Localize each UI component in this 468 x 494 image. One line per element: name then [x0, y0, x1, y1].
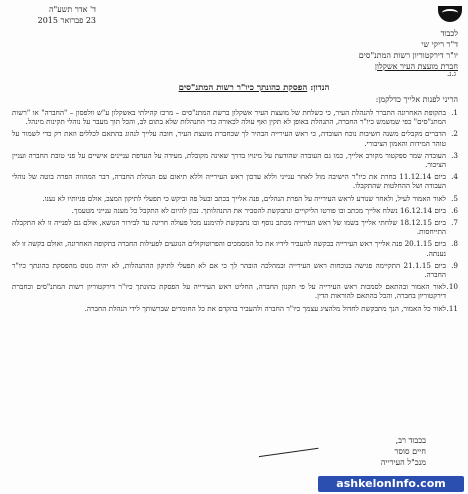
numbered-paragraph: [12, 218, 458, 236]
paragraph-number: 4.: [451, 172, 458, 182]
paragraph-text: ביום 21.1.15 התקיימה פגישה בנוכחות ראש העירייה ובמהלכה הובהר לך כי אם לא תפעלי לתיקון ההתנהלות, לא יהיה מנוס מהפסקת כהונתך כיו"ר החברה.: [12, 260, 446, 280]
numbered-paragraph: [12, 172, 458, 190]
handwritten-signature: [258, 438, 319, 457]
paragraph-text: ביום 20.1.15 פנה אלייך ראש העירייה בבקשה להעביר לידיו את כל המסמכים והפרוטוקולים הנוגעים לפעילות החברה בתקופה האחרונה, ואולם בקשה זו לא נענתה.: [12, 239, 446, 258]
recipient-line-3: יו"ר דירקטוריון רשות המתנ"סים: [358, 51, 458, 60]
paragraph-text: ביום 16.12.14 נשלח אלייך מכתב ובו פורטו הליקויים ונתבקשת להסביר את התנהלותך. נכון להיום לא התקבל כל מענה ענייני מטעמך.: [71, 205, 446, 215]
letter-body: [12, 108, 458, 316]
paragraph-text: ביום 18.12.15 שלחתי אלייך בשמו של ראש העירייה מכתב נוסף ובו נתבקשת להימנע מכל פעולה חריגה עד לבירור הנושא, אולם גם לפנייה זו לא התקבלה התייחסות.: [12, 218, 446, 237]
signer-title: מנכ"ל העירייה: [380, 458, 426, 467]
closing-regards: בכבוד רב,: [395, 436, 426, 445]
paragraph-number: 1.: [451, 108, 458, 117]
recipient-block: [198, 28, 458, 72]
subject-text: הפסקת כהונתך כיו"ר רשות המתנ"סים: [178, 83, 308, 93]
date-hebrew: ד' אדר תשע"ה: [48, 5, 96, 14]
signer-name: חיים סוסר: [394, 447, 426, 456]
numbered-paragraph: [12, 304, 458, 313]
paragraph-text: לאור האמור לעיל, ולאחר שנודע לראש העירייה על הפרת הנהלים, פנה אלייך בכתב ובעל פה וביקש כי תפעלי לתיקון המצב, אולם פניותיו לא נענו.: [42, 193, 446, 203]
numbered-paragraph: [12, 194, 458, 203]
paragraph-number: 7.: [451, 218, 458, 228]
paragraph-number: 2.: [451, 129, 458, 139]
paragraph-number: 10.: [446, 282, 458, 292]
recipient-line-4: חברת מועצת העיר אשקלון: [374, 62, 458, 71]
site-watermark: ashkelonInfo.com: [318, 476, 464, 492]
paragraph-number: 5.: [451, 193, 458, 203]
paragraph-text: העובדה שמר ספקטור מקורב אלייך, כמו גם העובדה שהודעת על מינויו בדרך שאינה מקובלת, מעידה על העדפת עניינים אישיים על פני טובת החברה ועניין הציבור.: [12, 150, 446, 170]
municipality-logo: [438, 6, 462, 22]
paragraph-text: ביום 11.12.14 בחרת את כיו"ר הישיבה מול לאחר ענייני וללא עדכון ראש העירייה וללא תיאום עם הנהלת החברה, דבר המהווה הפרה בוטה של נוהלי העבודה ושל ההחלטות שהתקבלו.: [12, 172, 446, 191]
greeting: הריני לפנות אלייך כדלקמן:: [375, 95, 458, 104]
paragraph-text: בתקופת האחרונה התברר להנהלת העיר, כי כשלחת של מועצת העיר אשקלון ברשת המתנ"סים – מרכז קהילתי באשקלון ע"ש וולפסון – "החברה" או "רשות המתנ"סים" כפי שמשמש כיו"ר החברה, התנהלת באופן לא תקין ואף עולה לכאורה כדי התנהלות שלא בתום לב, והכל תוך מעבר על נוהלי תקינות מינהל.: [12, 108, 446, 127]
numbered-paragraph: [12, 108, 458, 126]
salutation-marker: ג.נ.: [446, 70, 456, 78]
numbered-paragraph: [12, 206, 458, 215]
date-gregorian: 23 פברואר 2015: [37, 16, 96, 25]
numbered-paragraph: [12, 239, 458, 257]
paragraph-text: לאור האמור ובהתאם לסמכות ראש העירייה על פי תקנון החברה, החליט ראש העירייה על הפסקת כהונתך כיו"ר דירקטוריון רשות המתנ"סים וכחברת דירקטוריון בחברה, והכל בהתאם להוראות הדין.: [12, 282, 446, 301]
paragraph-text: לאור כל האמור, הנך מתבקשת לחדול מלהציג עצמך כיו"ר החברה ולהעביר בהקדם את כל החומרים שברשותך לידי הנהלת החברה.: [84, 303, 446, 313]
subject-prefix: הנדון:: [310, 83, 330, 93]
paragraph-number: 6.: [451, 205, 458, 215]
paragraph-number: 8.: [451, 239, 458, 249]
recipient-line-1: לכבוד: [440, 29, 458, 38]
recipient-line-2: ד"ר ריקי שי: [421, 40, 458, 49]
subject-line: [50, 82, 458, 93]
paragraph-number: 3.: [451, 150, 458, 160]
paragraph-number: 11.: [446, 303, 458, 313]
date-block: [6, 4, 96, 26]
numbered-paragraph: [12, 282, 458, 300]
paragraph-number: 9.: [451, 260, 458, 270]
numbered-paragraph: [12, 261, 458, 279]
numbered-paragraph: [12, 151, 458, 169]
paragraph-text: הדברים מקבלים משנה חשיבות נוכח העובדה, כי ראש העירייה הבהיר לך שכחברת מועצת העיר, חובה עלייך לנהוג בהתאם לכללים וזאת רק כדי לשמור על טוהר המידות והאמון הציבורי.: [12, 129, 446, 148]
numbered-paragraph: [12, 129, 458, 147]
closing-block: [381, 435, 426, 468]
